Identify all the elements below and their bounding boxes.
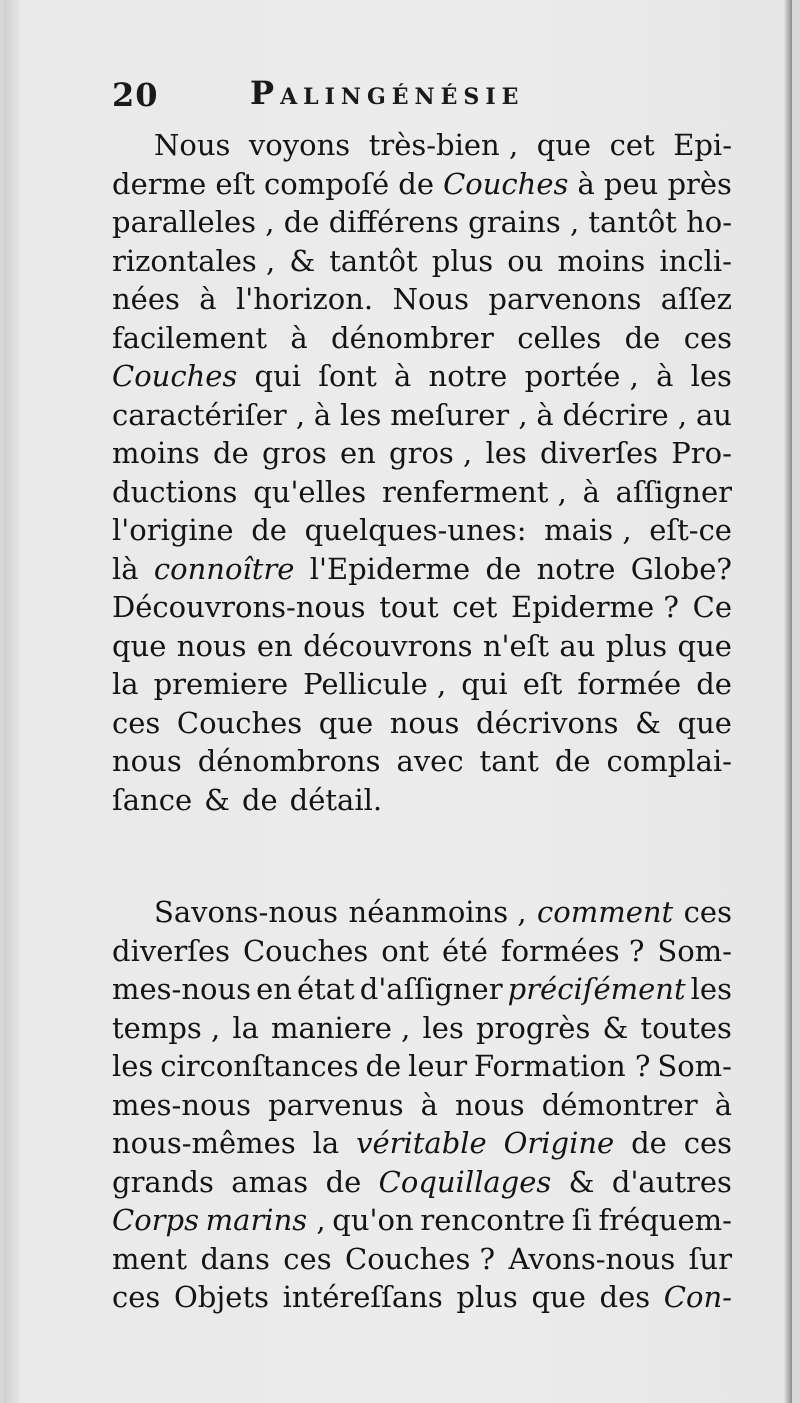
word: parvenus (268, 1087, 404, 1122)
word: découvrons (303, 628, 473, 663)
word: de (283, 205, 320, 239)
word: à (714, 1087, 732, 1122)
page-edge-shadow (784, 0, 792, 1403)
page-number: 20 (112, 76, 159, 114)
word: que (677, 705, 732, 740)
word: gros , (389, 436, 473, 470)
word: & (602, 1010, 629, 1045)
word: que (318, 705, 374, 740)
word: été (441, 933, 488, 968)
word: temps , (112, 1010, 221, 1045)
word: nous-mêmes (112, 1126, 296, 1160)
word: Pro- (671, 436, 732, 470)
word: qu'elles (253, 474, 367, 509)
word: à (199, 282, 217, 316)
word: tant (479, 744, 539, 778)
text-line (112, 319, 732, 358)
text-line (112, 434, 732, 473)
text-line (112, 165, 732, 204)
word: tantôt (329, 243, 418, 278)
paragraph (112, 126, 732, 819)
word: les (690, 972, 732, 1006)
word: ou (507, 243, 544, 278)
word: les (422, 1010, 464, 1045)
word: de (485, 551, 522, 586)
word: de (241, 782, 278, 817)
word: en (339, 436, 376, 470)
word: nous (454, 1087, 525, 1122)
word: la (312, 1126, 340, 1160)
word: cet (609, 128, 655, 162)
word: de (624, 320, 661, 355)
word: en (256, 972, 292, 1006)
running-head: Palingénésie (250, 74, 525, 112)
word: d'aſſigner (359, 972, 503, 1006)
text-line (112, 893, 732, 932)
word: état (296, 972, 355, 1006)
word: comment (537, 895, 674, 929)
word: nous (389, 705, 460, 740)
word: caractériſer , (112, 397, 306, 432)
text-line (112, 357, 732, 396)
word: très-bien , (368, 128, 519, 162)
text-line (112, 1124, 732, 1163)
word: de (213, 436, 249, 470)
word: de (365, 1049, 402, 1083)
word: Con- (663, 1280, 732, 1314)
word: Couches (242, 933, 369, 968)
word: la (232, 1010, 259, 1045)
word: ces (683, 895, 732, 929)
word: Coquillages (378, 1164, 552, 1199)
word: Epiderme ? (510, 590, 679, 624)
word: d'autres (611, 1164, 732, 1199)
word: amas (231, 1164, 309, 1199)
word: à (582, 474, 600, 509)
word: avec (396, 744, 464, 778)
page-header (112, 72, 732, 120)
word: meſurer , (390, 397, 528, 432)
word: ces (112, 1280, 161, 1314)
word: ſance (112, 782, 193, 817)
word: diverſes (112, 933, 231, 968)
word: qui (461, 667, 508, 701)
word: que (677, 628, 732, 663)
word: formée (577, 667, 682, 701)
word: ho- (686, 205, 732, 239)
text-line (112, 126, 732, 165)
word: l'Epiderme (309, 551, 471, 586)
word: notre (428, 359, 508, 393)
word: Couches ? (345, 1241, 496, 1276)
word: les (340, 397, 382, 432)
paragraph-gap (112, 819, 732, 893)
word: l'origine (112, 513, 234, 547)
word: ces (683, 320, 732, 355)
word: aſſez (660, 282, 732, 316)
word: de (325, 1164, 362, 1199)
text-line (112, 1009, 732, 1048)
text-line (112, 396, 732, 435)
word: qu'on (332, 1203, 414, 1237)
text-line (112, 588, 732, 627)
word: la (112, 667, 139, 701)
word: circonſtances (160, 1049, 359, 1083)
word: moins (112, 436, 200, 470)
text-line (112, 1240, 732, 1279)
word: à (577, 166, 595, 201)
word: portée , (524, 359, 639, 393)
word: Pellicule , (303, 667, 447, 701)
word: & (635, 705, 661, 740)
word: diverſes (540, 436, 659, 470)
word: détail. (289, 782, 383, 817)
word: incli- (659, 243, 732, 278)
body-text (112, 126, 732, 1317)
word: différens (328, 205, 459, 239)
word: Ce (692, 590, 732, 624)
word: que (536, 128, 592, 162)
word: de (398, 166, 434, 201)
word: à (420, 1087, 438, 1122)
word: peu (603, 166, 659, 201)
text-line (112, 511, 732, 550)
word: grands (112, 1164, 214, 1199)
text-line (112, 1163, 732, 1202)
word: mes-nous (112, 972, 252, 1006)
word: préciſément (507, 972, 686, 1006)
word: à (656, 359, 674, 393)
text-line (112, 932, 732, 971)
word: ſont (318, 359, 377, 393)
word: fréquem- (598, 1203, 732, 1237)
word: ſi (571, 1203, 592, 1237)
word: Découvrons-nous (112, 590, 366, 624)
text-line (112, 742, 732, 781)
word: celles (517, 320, 602, 355)
word: des (599, 1280, 651, 1314)
text-line (112, 627, 732, 666)
word: au (695, 397, 732, 432)
word: leur (408, 1049, 468, 1083)
word: nous (176, 628, 247, 663)
word: cet (452, 590, 498, 624)
word: tout (379, 590, 439, 624)
word: plus (456, 1280, 518, 1314)
text-line (112, 242, 732, 281)
word: notre (536, 551, 616, 586)
word: Corps (112, 1203, 199, 1237)
word: à (313, 397, 332, 432)
text-line (112, 203, 732, 242)
word: quelques-unes: (304, 513, 527, 547)
word: marins , (205, 1203, 326, 1237)
word: ces (283, 1241, 332, 1276)
word: n'eſt (482, 628, 550, 663)
word: & (204, 782, 230, 817)
word: que (112, 628, 167, 663)
word: rencontre (420, 1203, 566, 1237)
word: Som- (657, 933, 732, 968)
word: néanmoins , (348, 895, 527, 929)
word: les (112, 1049, 154, 1083)
word: que (531, 1280, 586, 1314)
word: intéreſſans (282, 1280, 443, 1314)
word: en (256, 628, 293, 663)
word: Epi- (673, 128, 732, 162)
word: mes-nous (112, 1087, 252, 1122)
word: Couches (443, 166, 569, 201)
word: & (568, 1164, 595, 1199)
word: de (251, 513, 287, 547)
word: plus (431, 243, 494, 278)
word: ont (381, 933, 429, 968)
book-page (4, 0, 792, 1403)
word: voyons (248, 128, 351, 162)
text-line (112, 1086, 732, 1125)
word: près (667, 166, 732, 201)
word: au (559, 628, 596, 663)
word: formées ? (500, 933, 645, 968)
word: aſſigner (615, 474, 732, 509)
word: les (690, 359, 732, 393)
word: premiere (153, 667, 289, 701)
word: eſt (522, 667, 563, 701)
word: rizontales , (112, 243, 276, 278)
word: dénombrons (197, 744, 381, 778)
word: à (290, 320, 308, 355)
text-line (112, 550, 732, 589)
word: Couches (176, 705, 303, 740)
word: toutes (640, 1010, 732, 1045)
word: ces (112, 705, 161, 740)
text-line (112, 1201, 732, 1240)
word: plus (605, 628, 668, 663)
word: moins (557, 243, 646, 278)
word: Savons-nous (154, 895, 339, 929)
word: connoître (153, 551, 295, 586)
word: Avons-nous (508, 1241, 676, 1276)
word: progrès (475, 1010, 591, 1045)
word: Objets (173, 1280, 269, 1314)
word: compoſé (264, 166, 390, 201)
word: paralleles , (112, 205, 275, 239)
word: tantôt (588, 205, 677, 239)
word: de (631, 1126, 667, 1160)
word: dénombrer (331, 320, 494, 355)
word: parvenons (488, 282, 642, 316)
word: Som- (657, 1049, 732, 1083)
word: là (112, 551, 139, 586)
word: qui (254, 359, 302, 393)
word: Nous (154, 128, 231, 162)
word: ces (683, 1126, 732, 1160)
word: gros (261, 436, 327, 470)
word: de (554, 744, 591, 778)
word: décrire , (562, 397, 688, 432)
text-line (112, 280, 732, 319)
text-line (112, 665, 732, 704)
text-line (112, 473, 732, 512)
word: facilement (112, 320, 267, 355)
text-line (112, 1278, 732, 1317)
word: les (485, 436, 527, 470)
word: maniere , (271, 1010, 411, 1045)
word: Globe? (630, 551, 732, 586)
word: véritable (356, 1126, 487, 1160)
paragraph (112, 893, 732, 1317)
word: ſur (688, 1241, 732, 1276)
text-line (112, 970, 732, 1009)
word: eſt-ce (649, 513, 732, 547)
word: nous (112, 744, 182, 778)
word: grains , (468, 205, 580, 239)
word: ductions (112, 474, 238, 509)
word: renferment , (381, 474, 567, 509)
word: à (394, 359, 412, 393)
word: décrivons (476, 705, 619, 740)
text-line (112, 781, 732, 820)
word: eſt (215, 166, 255, 201)
word: Nous (392, 282, 469, 316)
word: de (696, 667, 732, 701)
word: à (536, 397, 554, 432)
word: dans (200, 1241, 270, 1276)
word: mais , (544, 513, 632, 547)
word: Origine (503, 1126, 615, 1160)
word: derme (112, 166, 207, 201)
word: complai- (606, 744, 732, 778)
word: Formation ? (473, 1049, 651, 1083)
word: démontrer (541, 1087, 698, 1122)
text-line (112, 704, 732, 743)
word: nées (112, 282, 180, 316)
word: Couches (112, 359, 238, 393)
word: ment (112, 1241, 187, 1276)
word: & (289, 243, 316, 278)
word: l'horizon. (236, 282, 374, 316)
text-line (112, 1047, 732, 1086)
